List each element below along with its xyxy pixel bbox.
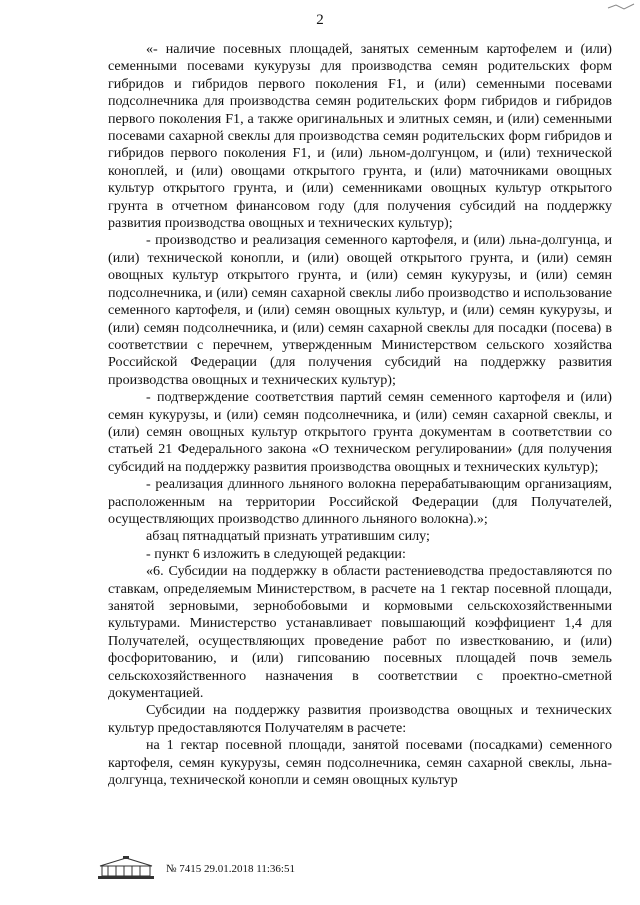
paragraph: абзац пятнадцатый признать утратившим силу;	[146, 528, 430, 545]
body-text	[108, 41, 612, 789]
paragraph: - реализация длинного льняного волокна перерабатывающим организациям, расположенным на территории Российской Федерации (для Получателей, осуществляющих производство длинного льняного волокна).»;	[108, 476, 612, 527]
paragraph: «- наличие посевных площадей, занятых семенным картофелем и (или) семенными посевами кукурузы для производства семян родительских форм гибридов и гибридов первого поколения F1, и (или) семенными посевами подсолнечника для производства семян родительских форм гибридов и гибридов первого поколения F1, а также оригинальных и элитных семян, и (или) семенными посевами сахарной свеклы для производства семян родительских форм гибридов и гибридов первого поколения F1, и (или) льном-долгунцом, и (или) технической коноплей, и (или) овощами открытого грунта, и (или) маточниками овощных культур открытого грунта, и (или) семенниками овощных культур открытого грунта в отчетном финансовом году (для получения субсидий на поддержку развития производства овощных и технических культур);	[108, 41, 612, 232]
paragraph: - производство и реализация семенного картофеля, и (или) льна-долгунца, и (или) технической конопли, и (или) овощей открытого грунта, и (или) семян овощных культур открытого грунта, и (или) семян кукурузы, и (или) семян подсолнечника, и (или) семян сахарной свеклы либо производство и использование семенного картофеля, и (или) семян овощных культур, и (или) семян кукурузы, и (или) семян подсолнечника, и (или) семян сахарной свеклы для посадки (посева) в соответствии с перечнем, утвержденным Министерством сельского хозяйства Российской Федерации (для получения субсидий на поддержку развития производства овощных и технических культур);	[108, 232, 612, 388]
registration-stamp: № 7415 29.01.2018 11:36:51	[166, 863, 295, 875]
page-number: 2	[316, 12, 324, 28]
scan-artifact-icon	[606, 2, 636, 12]
paragraph: «6. Субсидии на поддержку в области растениеводства предоставляются по ставкам, определяемым Министерством, в расчете на 1 гектар посевной площади, занятой зерновыми, зернобобовыми и кормовыми сельскохозяйственными культурами. Министерство устанавливает повышающий коэффициент 1,4 для Получателей, осуществляющих проведение работ по известкованию, и (или) фосфоритованию, и (или) гипсованию посевных площадей почв земель сельскохозяйственного назначения в соответствии с проектно-сметной документацией.	[108, 563, 612, 702]
government-building-icon	[96, 856, 156, 882]
paragraph: на 1 гектар посевной площади, занятой посевами (посадками) семенного картофеля, семян кукурузы, семян подсолнечника, семян сахарной свеклы, льна-долгунца, технической конопли и семян овощных культур	[108, 737, 612, 789]
paragraph: Субсидии на поддержку развития производства овощных и технических культур предоставляются Получателям в расчете:	[108, 702, 612, 736]
paragraph: - пункт 6 изложить в следующей редакции:	[146, 545, 406, 562]
paragraph: - подтверждение соответствия партий семян семенного картофеля и (или) семян кукурузы, и (или) семян подсолнечника, и (или) семян сахарной свеклы, и (или) семян овощных культур открытого грунта документам в соответствии со статьей 21 Федерального закона «О техническом регулировании» (для получения субсидий на поддержку развития производства овощных и технических культур);	[108, 389, 612, 475]
document-footer	[96, 856, 295, 882]
